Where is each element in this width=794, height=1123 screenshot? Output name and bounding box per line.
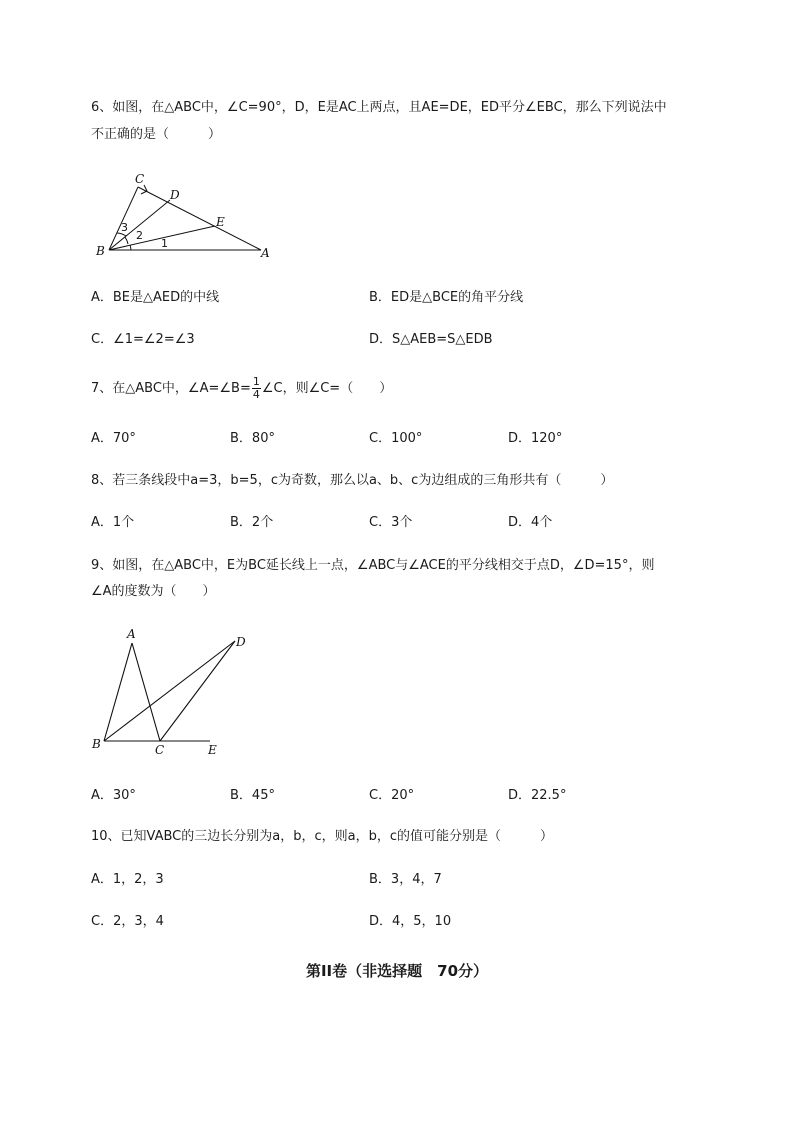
q8-option-c[interactable]: C．3个 (369, 515, 413, 530)
q10-stem: 10、已知VABC的三边长分别为a，b，c，则a，b，c的值可能分别是（ ） (91, 829, 553, 844)
q6-option-a[interactable]: A．BE是△AED的中线 (91, 290, 220, 305)
q10-option-a[interactable]: A．1，2，3 (91, 872, 164, 887)
q7-fraction (252, 376, 261, 401)
q7-option-c[interactable]: C．100° (369, 431, 423, 446)
q10-option-b[interactable]: B．3，4，7 (369, 872, 442, 887)
q8-option-b[interactable]: B．2个 (230, 515, 274, 530)
q6-option-b[interactable]: B．ED是△BCE的角平分线 (369, 290, 524, 305)
q9-label-c: C (155, 743, 165, 757)
q7-option-d[interactable]: D．120° (508, 431, 563, 446)
q9-stem-line2: ∠A的度数为（ ） (91, 584, 216, 599)
q9-option-a[interactable]: A．30° (91, 788, 136, 803)
q6-angle-label-3: 3 (121, 221, 128, 234)
q9-label-e: E (208, 743, 217, 757)
section-title: 第II卷（非选择题 70分） (305, 962, 489, 980)
q7-option-b[interactable]: B．80° (230, 431, 275, 446)
q7-stem-suffix: ∠C，则∠C=（ ） (261, 381, 393, 396)
q10-option-c[interactable]: C．2，3，4 (91, 914, 164, 929)
q6-stem-line2: 不正确的是（ ） (91, 127, 222, 142)
q9-label-b: B (92, 737, 101, 751)
q9-segment-bd (104, 641, 235, 741)
q9-option-d[interactable]: D．22.5° (508, 788, 567, 803)
q6-option-c[interactable]: C．∠1=∠2=∠3 (91, 332, 195, 347)
q6-label-a: A (261, 246, 270, 260)
q6-label-b: B (96, 244, 105, 258)
q9-segment-cd (160, 641, 235, 741)
q9-segment-ba (104, 643, 132, 741)
q6-label-d: D (170, 188, 180, 202)
q6-segment-ca (138, 187, 261, 250)
q6-angle-label-1: 1 (161, 237, 168, 250)
q9-segment-ac (132, 643, 160, 741)
q8-option-a[interactable]: A．1个 (91, 515, 135, 530)
q6-angle-label-2: 2 (136, 229, 143, 242)
q6-figure (90, 168, 280, 263)
q6-stem-line1: 6、如图，在△ABC中，∠C=90°，D，E是AC上两点，且AE=DE，ED平分∠EBC，那么下列说法中 (91, 100, 667, 115)
q6-label-c: C (135, 172, 145, 186)
q6-angle-arc-1 (130, 245, 131, 250)
q9-option-b[interactable]: B．45° (230, 788, 275, 803)
q9-figure (88, 624, 258, 759)
q9-option-c[interactable]: C．20° (369, 788, 415, 803)
q7-option-a[interactable]: A．70° (91, 431, 136, 446)
q7-stem-prefix: 7、在△ABC中，∠A=∠B= (91, 381, 251, 396)
q8-stem: 8、若三条线段中a=3，b=5，c为奇数，那么以a、b、c为边组成的三角形共有（ ） (91, 473, 614, 488)
q9-label-a: A (127, 627, 136, 641)
q9-label-d: D (236, 635, 246, 649)
q8-option-d[interactable]: D．4个 (508, 515, 553, 530)
q9-stem-line1: 9、如图，在△ABC中，E为BC延长线上一点，∠ABC与∠ACE的平分线相交于点D，∠D=15°，则 (91, 558, 655, 573)
q6-option-d[interactable]: D．S△AEB=S△EDB (369, 332, 493, 347)
q6-label-e: E (216, 215, 225, 229)
q7-fraction-denominator: 4 (252, 388, 260, 401)
q6-angle-arc-2 (125, 237, 128, 244)
q7-stem (91, 375, 392, 403)
q6-segment-bc (109, 187, 138, 250)
q7-fraction-numerator: 1 (252, 375, 260, 388)
q10-option-d[interactable]: D．4，5，10 (369, 914, 452, 929)
